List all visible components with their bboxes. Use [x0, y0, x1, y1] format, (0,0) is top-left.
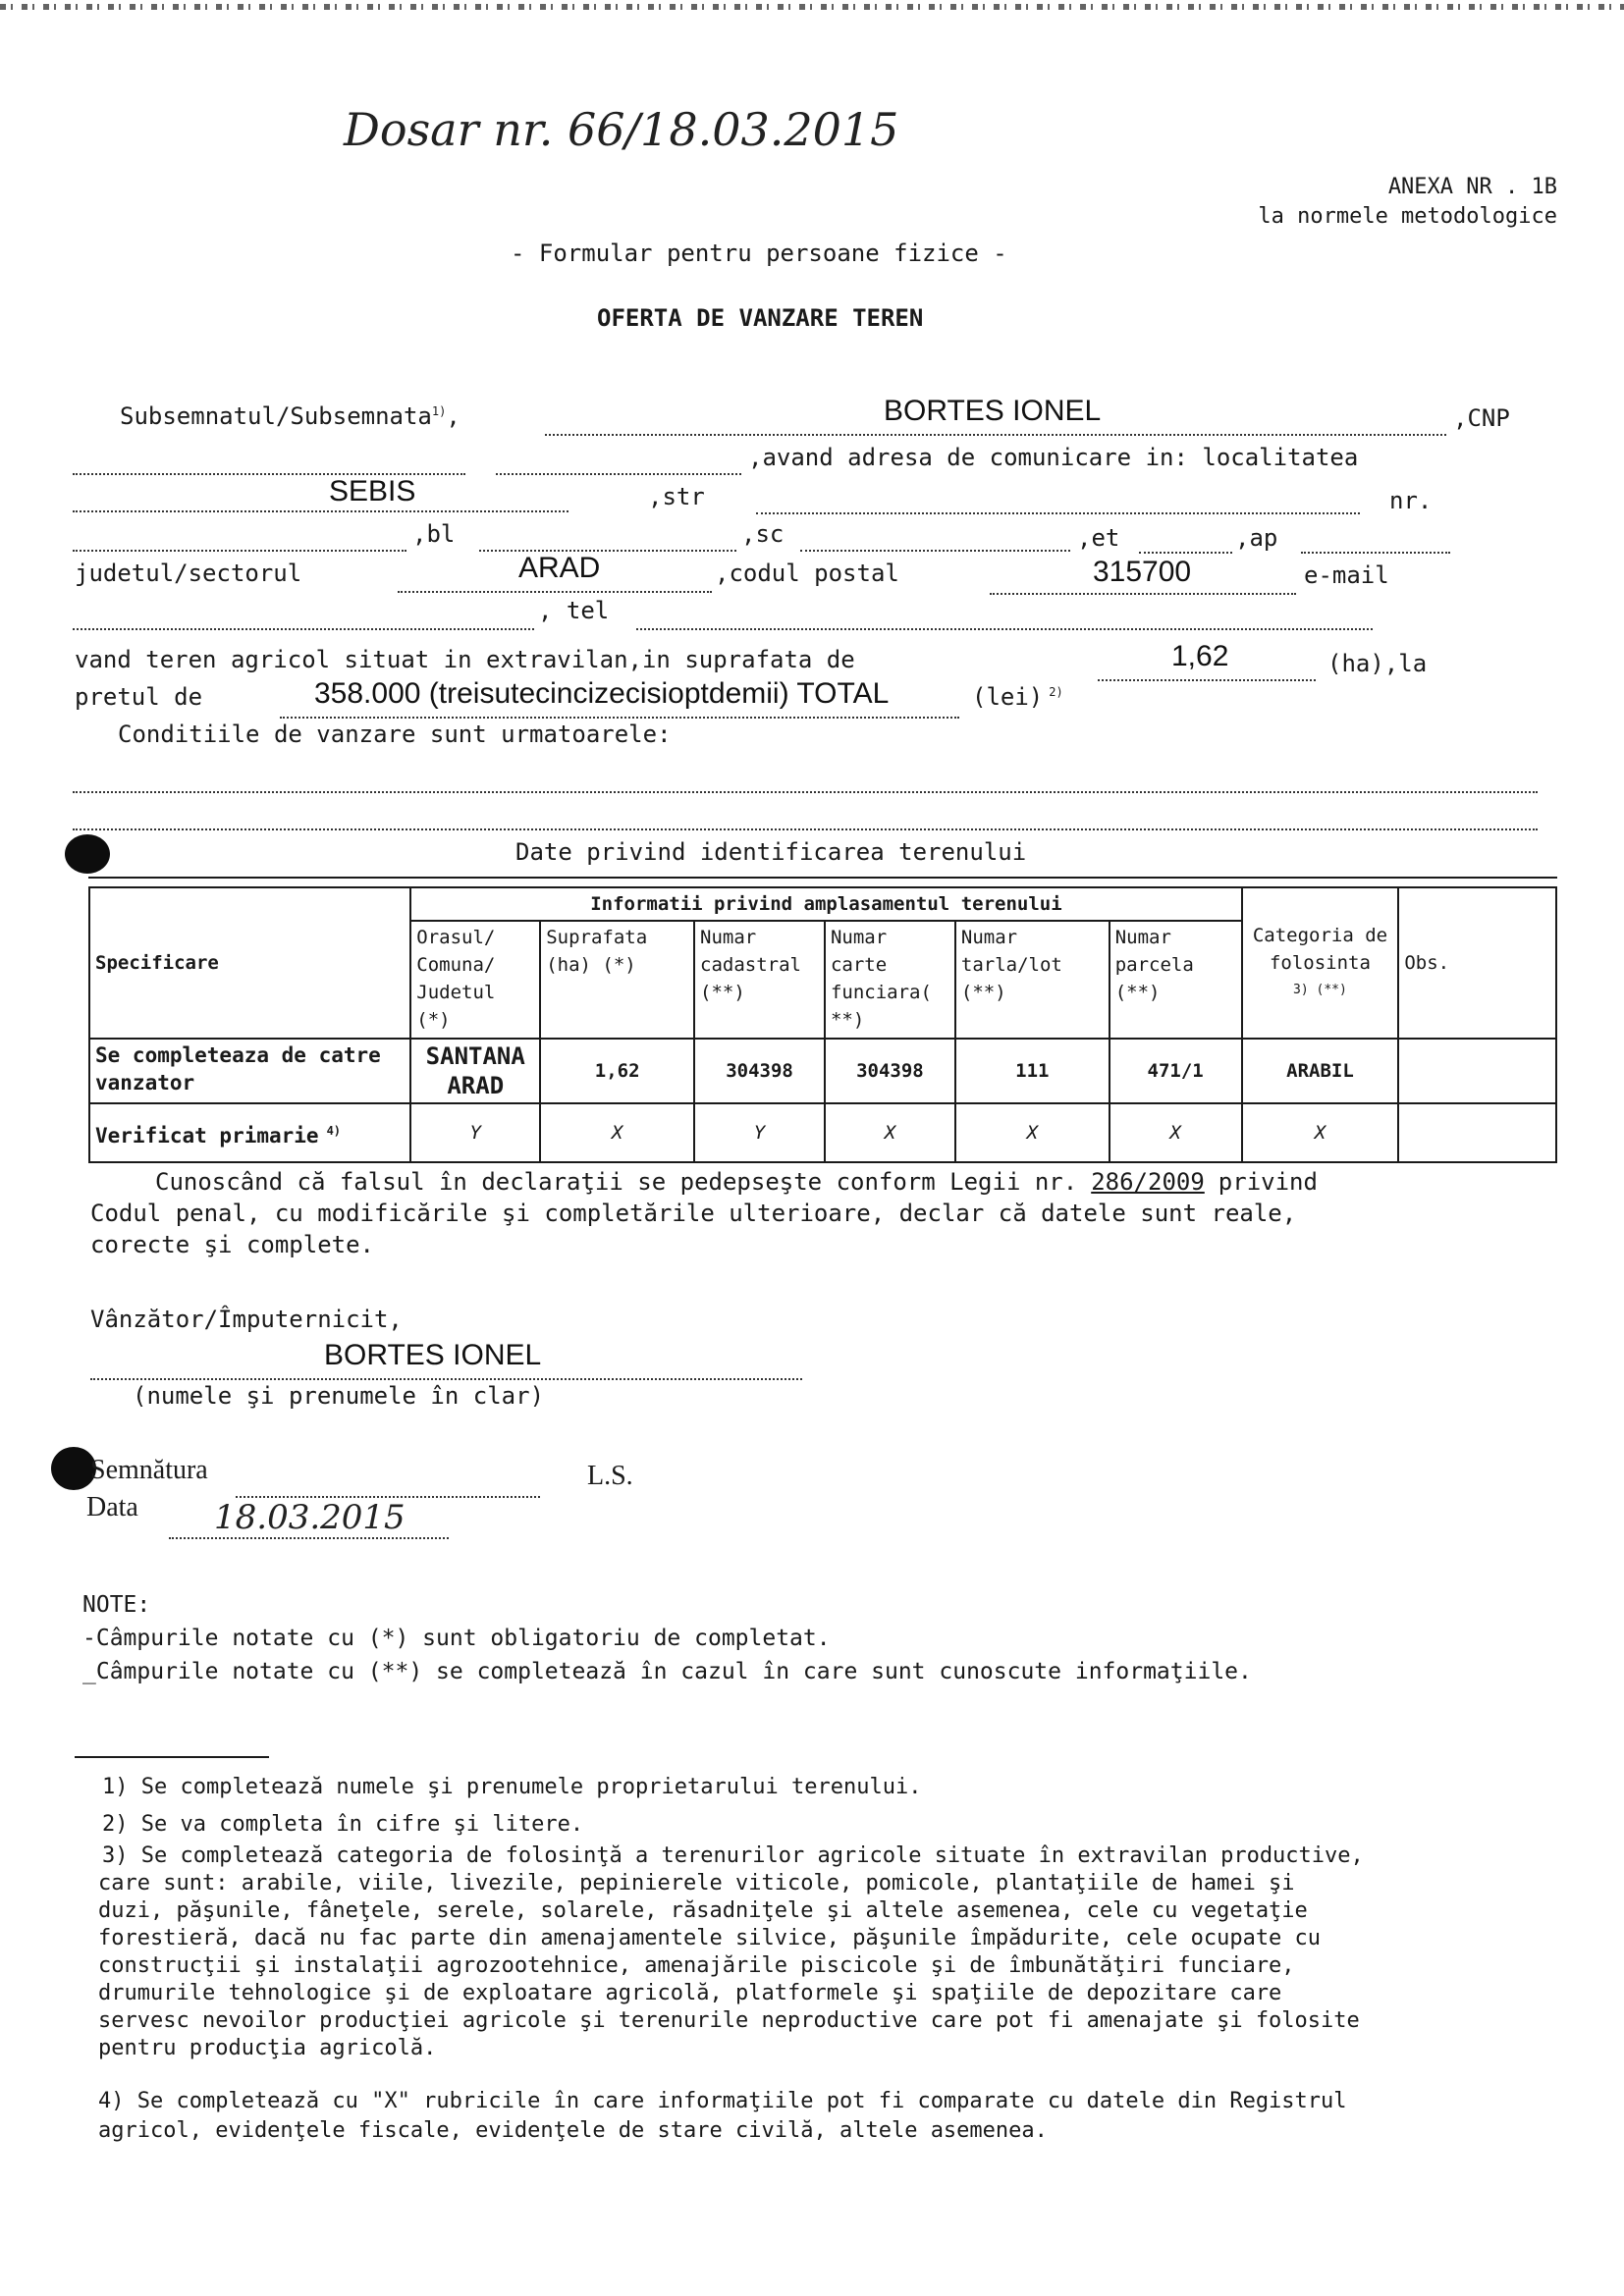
- note-item-1: -Câmpurile notate cu (*) sunt obligatoriu de completat.: [82, 1626, 831, 1651]
- adresa-label: ,avand adresa de comunicare in: localitatea: [748, 444, 1359, 471]
- pret-line: [280, 717, 959, 719]
- parcela-header: Numar parcela (**): [1110, 921, 1242, 1039]
- cadastral-header: Numar cadastral (**): [694, 921, 825, 1039]
- bl-label: ,bl: [412, 520, 456, 548]
- cell-tarla[interactable]: 111: [955, 1039, 1110, 1103]
- footnote-3f: drumurile tehnologice şi de exploatare agricolă, platformele şi spaţiile de depozitare care: [98, 1981, 1282, 2005]
- footnote-1: 1) Se completează numele şi prenumele proprietarului terenului.: [102, 1775, 922, 1799]
- pret-label: pretul de: [75, 683, 203, 711]
- localitate-field[interactable]: SEBIS: [329, 475, 416, 507]
- suprafata-header: Suprafata (ha) (*): [540, 921, 694, 1039]
- obs-header: Obs.: [1398, 887, 1556, 1039]
- punch-hole-mark: [65, 834, 110, 874]
- footnote-3a: 3) Se completează categoria de folosinţă a terenurilor agricole situate în extravilan productive,: [102, 1843, 1364, 1868]
- nr-label: nr.: [1389, 487, 1433, 514]
- localitate-line: [73, 510, 568, 512]
- conditii-line-2: [73, 828, 1538, 830]
- postal-label: ,codul postal: [715, 560, 899, 587]
- name-hint: (numele şi prenumele în clar): [133, 1382, 545, 1410]
- tel-label: , tel: [538, 597, 610, 624]
- footnote-3d: forestieră, dacă nu fac parte din amenajamentele silvice, păşunile împădurite, cele ocupate cu: [98, 1926, 1322, 1950]
- subsemnatul-label: Subsemnatul/Subsemnata$^{1)}$,: [120, 402, 460, 430]
- name-line: [545, 434, 1446, 436]
- nr-line: [73, 550, 406, 552]
- land-table: [88, 886, 1557, 1163]
- tarla-header: Numar tarla/lot (**): [955, 921, 1110, 1039]
- lei-label: (lei) $^{2)}$: [972, 683, 1063, 711]
- section-title: Date privind identificarea terenului: [515, 838, 1027, 866]
- data-field[interactable]: 18.03.2015: [214, 1498, 406, 1537]
- ls-label: L.S.: [587, 1461, 633, 1491]
- scan-artifact-top: [0, 4, 1624, 10]
- check-categoria[interactable]: X: [1242, 1103, 1399, 1162]
- vanzator-line: [90, 1378, 802, 1380]
- vanzator-name-field[interactable]: BORTES IONEL: [324, 1339, 542, 1371]
- semnatura-label: Semnătura: [90, 1455, 208, 1485]
- footnote-separator: [75, 1756, 269, 1758]
- page-title: OFERTA DE VANZARE TEREN: [597, 304, 924, 332]
- declaration-line-1: Cunoscând că falsul în declaraţii se pedepseşte conform Legii nr. 286/2009 privind: [155, 1168, 1318, 1196]
- cell-carte[interactable]: 304398: [825, 1039, 955, 1103]
- dosar-handwritten: Dosar nr. 66/18.03.2015: [344, 103, 899, 156]
- table-top-rule: [88, 877, 1557, 879]
- oras-header: Orasul/ Comuna/ Judetul (*): [410, 921, 540, 1039]
- declaration-line-2: Codul penal, cu modificările şi completările ulterioare, declar că datele sunt reale,: [90, 1200, 1297, 1227]
- check-obs[interactable]: [1398, 1103, 1556, 1162]
- check-tarla[interactable]: X: [955, 1103, 1110, 1162]
- categoria-header: [1242, 887, 1399, 1039]
- footnote-4a: 4) Se completează cu "X" rubricile în care informaţiile pot fi comparate cu datele din Registrul: [98, 2089, 1347, 2113]
- footnote-3e: construcţii şi instalaţii agrozootehnice, amenajările piscicole şi de îmbunătăţiri funciare,: [98, 1953, 1295, 1978]
- specificare-header: Specificare: [89, 887, 410, 1039]
- footnote-2: 2) Se va completa în cifre şi litere.: [102, 1812, 584, 1837]
- declaration-line-3: corecte şi complete.: [90, 1231, 374, 1258]
- carte-header: Numar carte funciara( **): [825, 921, 955, 1039]
- law-number: 286/2009: [1091, 1168, 1205, 1196]
- address-line-a: [496, 473, 741, 475]
- table-row: [89, 1103, 1556, 1162]
- footnote-3b: care sunt: arabile, viile, livezile, pepinierele viticole, pomicole, plantaţiile de hamei şi: [98, 1871, 1295, 1896]
- judet-line: [398, 591, 712, 593]
- footnote-3c: duzi, păşunile, fâneţele, serele, solarele, răsadniţele şi altele asemenea, cele cu vegetaţie: [98, 1898, 1308, 1923]
- ha-label: (ha),la: [1327, 650, 1428, 677]
- name-field[interactable]: BORTES IONEL: [884, 395, 1102, 427]
- categoria-label: Categoria de folosinta: [1252, 925, 1388, 974]
- tel-line: [636, 628, 1373, 630]
- pret-field[interactable]: 358.000 (treisutecincizecisioptdemii) TOTAL: [314, 677, 890, 710]
- suprafata-line: [1098, 679, 1316, 681]
- suprafata-field[interactable]: 1,62: [1171, 640, 1229, 672]
- check-suprafata[interactable]: X: [540, 1103, 694, 1162]
- check-parcela[interactable]: X: [1110, 1103, 1242, 1162]
- ap-line: [1301, 552, 1450, 554]
- cell-obs[interactable]: [1398, 1039, 1556, 1103]
- str-label: ,str: [648, 483, 705, 510]
- postal-line: [990, 593, 1296, 595]
- email-line: [73, 628, 534, 630]
- email-label: e-mail: [1304, 561, 1389, 589]
- cell-parcela[interactable]: 471/1: [1110, 1039, 1242, 1103]
- judet-field[interactable]: ARAD: [518, 552, 601, 584]
- et-line: [1139, 552, 1232, 554]
- vanzator-label: Vânzător/Împuternicit,: [90, 1306, 403, 1333]
- form-subtitle: - Formular pentru persoane fizice -: [511, 240, 1007, 267]
- conditii-line-1: [73, 791, 1538, 793]
- table-row: [89, 1039, 1556, 1103]
- check-oras[interactable]: Y: [410, 1103, 540, 1162]
- footnote-3h: pentru producţia agricolă.: [98, 2036, 437, 2060]
- sc-label: ,sc: [741, 520, 785, 548]
- check-carte[interactable]: X: [825, 1103, 955, 1162]
- footnote-4b: agricol, evidenţele fiscale, evidenţele de stare civilă, altele asemenea.: [98, 2118, 1048, 2143]
- check-cadastral[interactable]: Y: [694, 1103, 825, 1162]
- et-label: ,et: [1077, 524, 1120, 552]
- sc-line: [800, 550, 1070, 552]
- footnote-3g: servesc nevoilor producţiei agricole şi terenurile neproductive care pot fi amenajate şi folosite: [98, 2008, 1360, 2033]
- group-header: Informatii privind amplasamentul terenului: [410, 887, 1241, 921]
- conditii-label: Conditiile de vanzare sunt urmatoarele:: [118, 721, 672, 748]
- str-line: [756, 512, 1360, 514]
- categoria-note: 3) (**): [1293, 983, 1347, 997]
- annex-subtitle: la normele metodologice: [1258, 204, 1557, 229]
- data-label: Data: [86, 1492, 138, 1522]
- cell-categoria[interactable]: ARABIL: [1242, 1039, 1399, 1103]
- cell-suprafata[interactable]: 1,62: [540, 1039, 694, 1103]
- cell-cadastral[interactable]: 304398: [694, 1039, 825, 1103]
- cnp-label: ,CNP: [1453, 404, 1510, 432]
- vand-label: vand teren agricol situat in extravilan,in suprafata de: [75, 646, 855, 673]
- ap-label: ,ap: [1235, 524, 1278, 552]
- note-title: NOTE:: [82, 1592, 151, 1618]
- annex-number: ANEXA NR . 1B: [1387, 175, 1557, 199]
- row2-label: Verificat primarie $^{4)}$: [89, 1103, 410, 1162]
- note-item-2: _Câmpurile notate cu (**) se completează în cazul în care sunt cunoscute informaţiile.: [82, 1659, 1252, 1684]
- data-line: [169, 1537, 449, 1539]
- judet-label: judetul/sectorul: [75, 560, 302, 587]
- row1-label: Se completeaza de catre vanzator: [89, 1039, 410, 1103]
- cell-oras[interactable]: SANTANA ARAD: [410, 1039, 540, 1103]
- postal-field[interactable]: 315700: [1093, 556, 1192, 588]
